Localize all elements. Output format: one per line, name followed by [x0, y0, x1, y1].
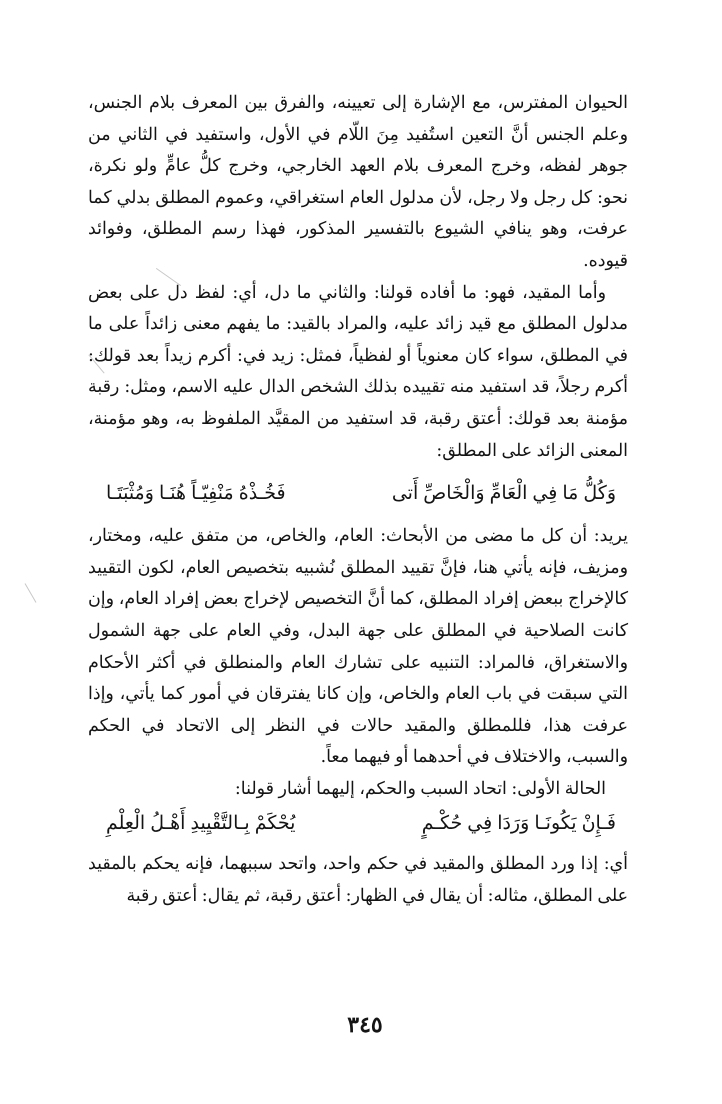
verse-2-second-hemistich: يُحْكَمْ بِـالتَّقْيِيدِ أَهْـلُ الْعِلْمِ [106, 812, 296, 835]
paragraph-animal-definition: الحيوان المفترس، مع الإشارة إلى تعيينه، والفرق بين المعرف بلام الجنس، وعلم الجنس أنَّ التعين استُفيد مِنَ اللّام في الأول، واستفيد في الثاني من جوهر لفظه، وخرج المعرف بلام العهد الخارجي، وخرج كلُّ عامٍّ ولو نكرة، نحو: كل رجل ولا رجل، لأن مدلول العام استغراقي، وعموم المطلق بدلي كما عرفت، وهو ينافي الشيوع بالتفسير المذكور، فهذا رسم المطلق، وفوائد قيوده. [88, 93, 628, 271]
scan-artifact-mark [25, 583, 37, 603]
page-number-footer [0, 1012, 722, 1038]
paragraph-first-case: الحالة الأولى: اتحاد السبب والحكم، إليهما أشار قولنا: [234, 778, 606, 799]
verse-line-1 [88, 475, 628, 511]
body-text [88, 88, 628, 913]
verse-2-first-hemistich: فَـإِنْ يَكُونَـا وَرَدَا فِي حُكْـمٍ [421, 812, 616, 835]
verse-1-second-hemistich: فَخُـذْهُ مَنْفِيّـاً هُنَـا وَمُثْبَتَـا [106, 482, 286, 505]
paragraph-example: أي: إذا ورد المطلق والمقيد في حكم واحد، واتحد سببهما، فإنه يحكم بالمقيد على المطلق، مثاله: أن يقال في الظهار: أعتق رقبة، ثم يقال: أعتق رقبة [88, 854, 628, 907]
verse-line-2 [88, 805, 628, 841]
paragraph-muqayyad-definition: وأما المقيد، فهو: ما أفاده قولنا: والثاني ما دل، أي: لفظ دل على بعض مدلول المطلق مع قيد زائد عليه، والمراد بالقيد: ما يفهم معنى زائداً على ما في المطلق، سواء كان معنوياً أو لفظياً، فمثل: زيد في: أكرم زيداً بعد قولك: أكرم رجلاً، قد استفيد منه تقييده بذلك الشخص الدال عليه الاسم، ومثل: رقبة مؤمنة بعد قولك: أعتق رقبة، قد استفيد من المقيَّد الملفوظ به، وهو مؤمنة، المعنى الزائد على المطلق: [88, 282, 628, 461]
paragraph-explanation: يريد: أن كل ما مضى من الأبحاث: العام، والخاص، من متفق عليه، ومختار، ومزيف، فإنه يأتي هنا، فإنَّ تقييد المطلق نُشبيه بتخصيص العام، لكون التقييد كالإخراج ببعض إفراد المطلق، كما أنَّ التخصيص لإخراج بعض إفراد العام، وإن كانت الصلاحية في المطلق على جهة البدل، وفي العام على جهة الشمول والاستغراق، فالمراد: التنبيه على تشارك العام والمنطلق في أكثر الأحكام التي سبقت في باب العام والخاص، وإن كانا يفترقان في أمور كما يأتي، وإذا عرفت هذا، فللمطلق والمقيد حالات في النظر إلى الاتحاد في الحكم والسبب، والاختلاف في أحدهما أو فيهما معاً. [88, 526, 628, 768]
page-number: ٣٤٥ [347, 1012, 383, 1038]
verse-1-first-hemistich: وَكُلُّ مَا فِي الْعَامِّ وَالْخَاصِّ أَتى [391, 482, 616, 505]
